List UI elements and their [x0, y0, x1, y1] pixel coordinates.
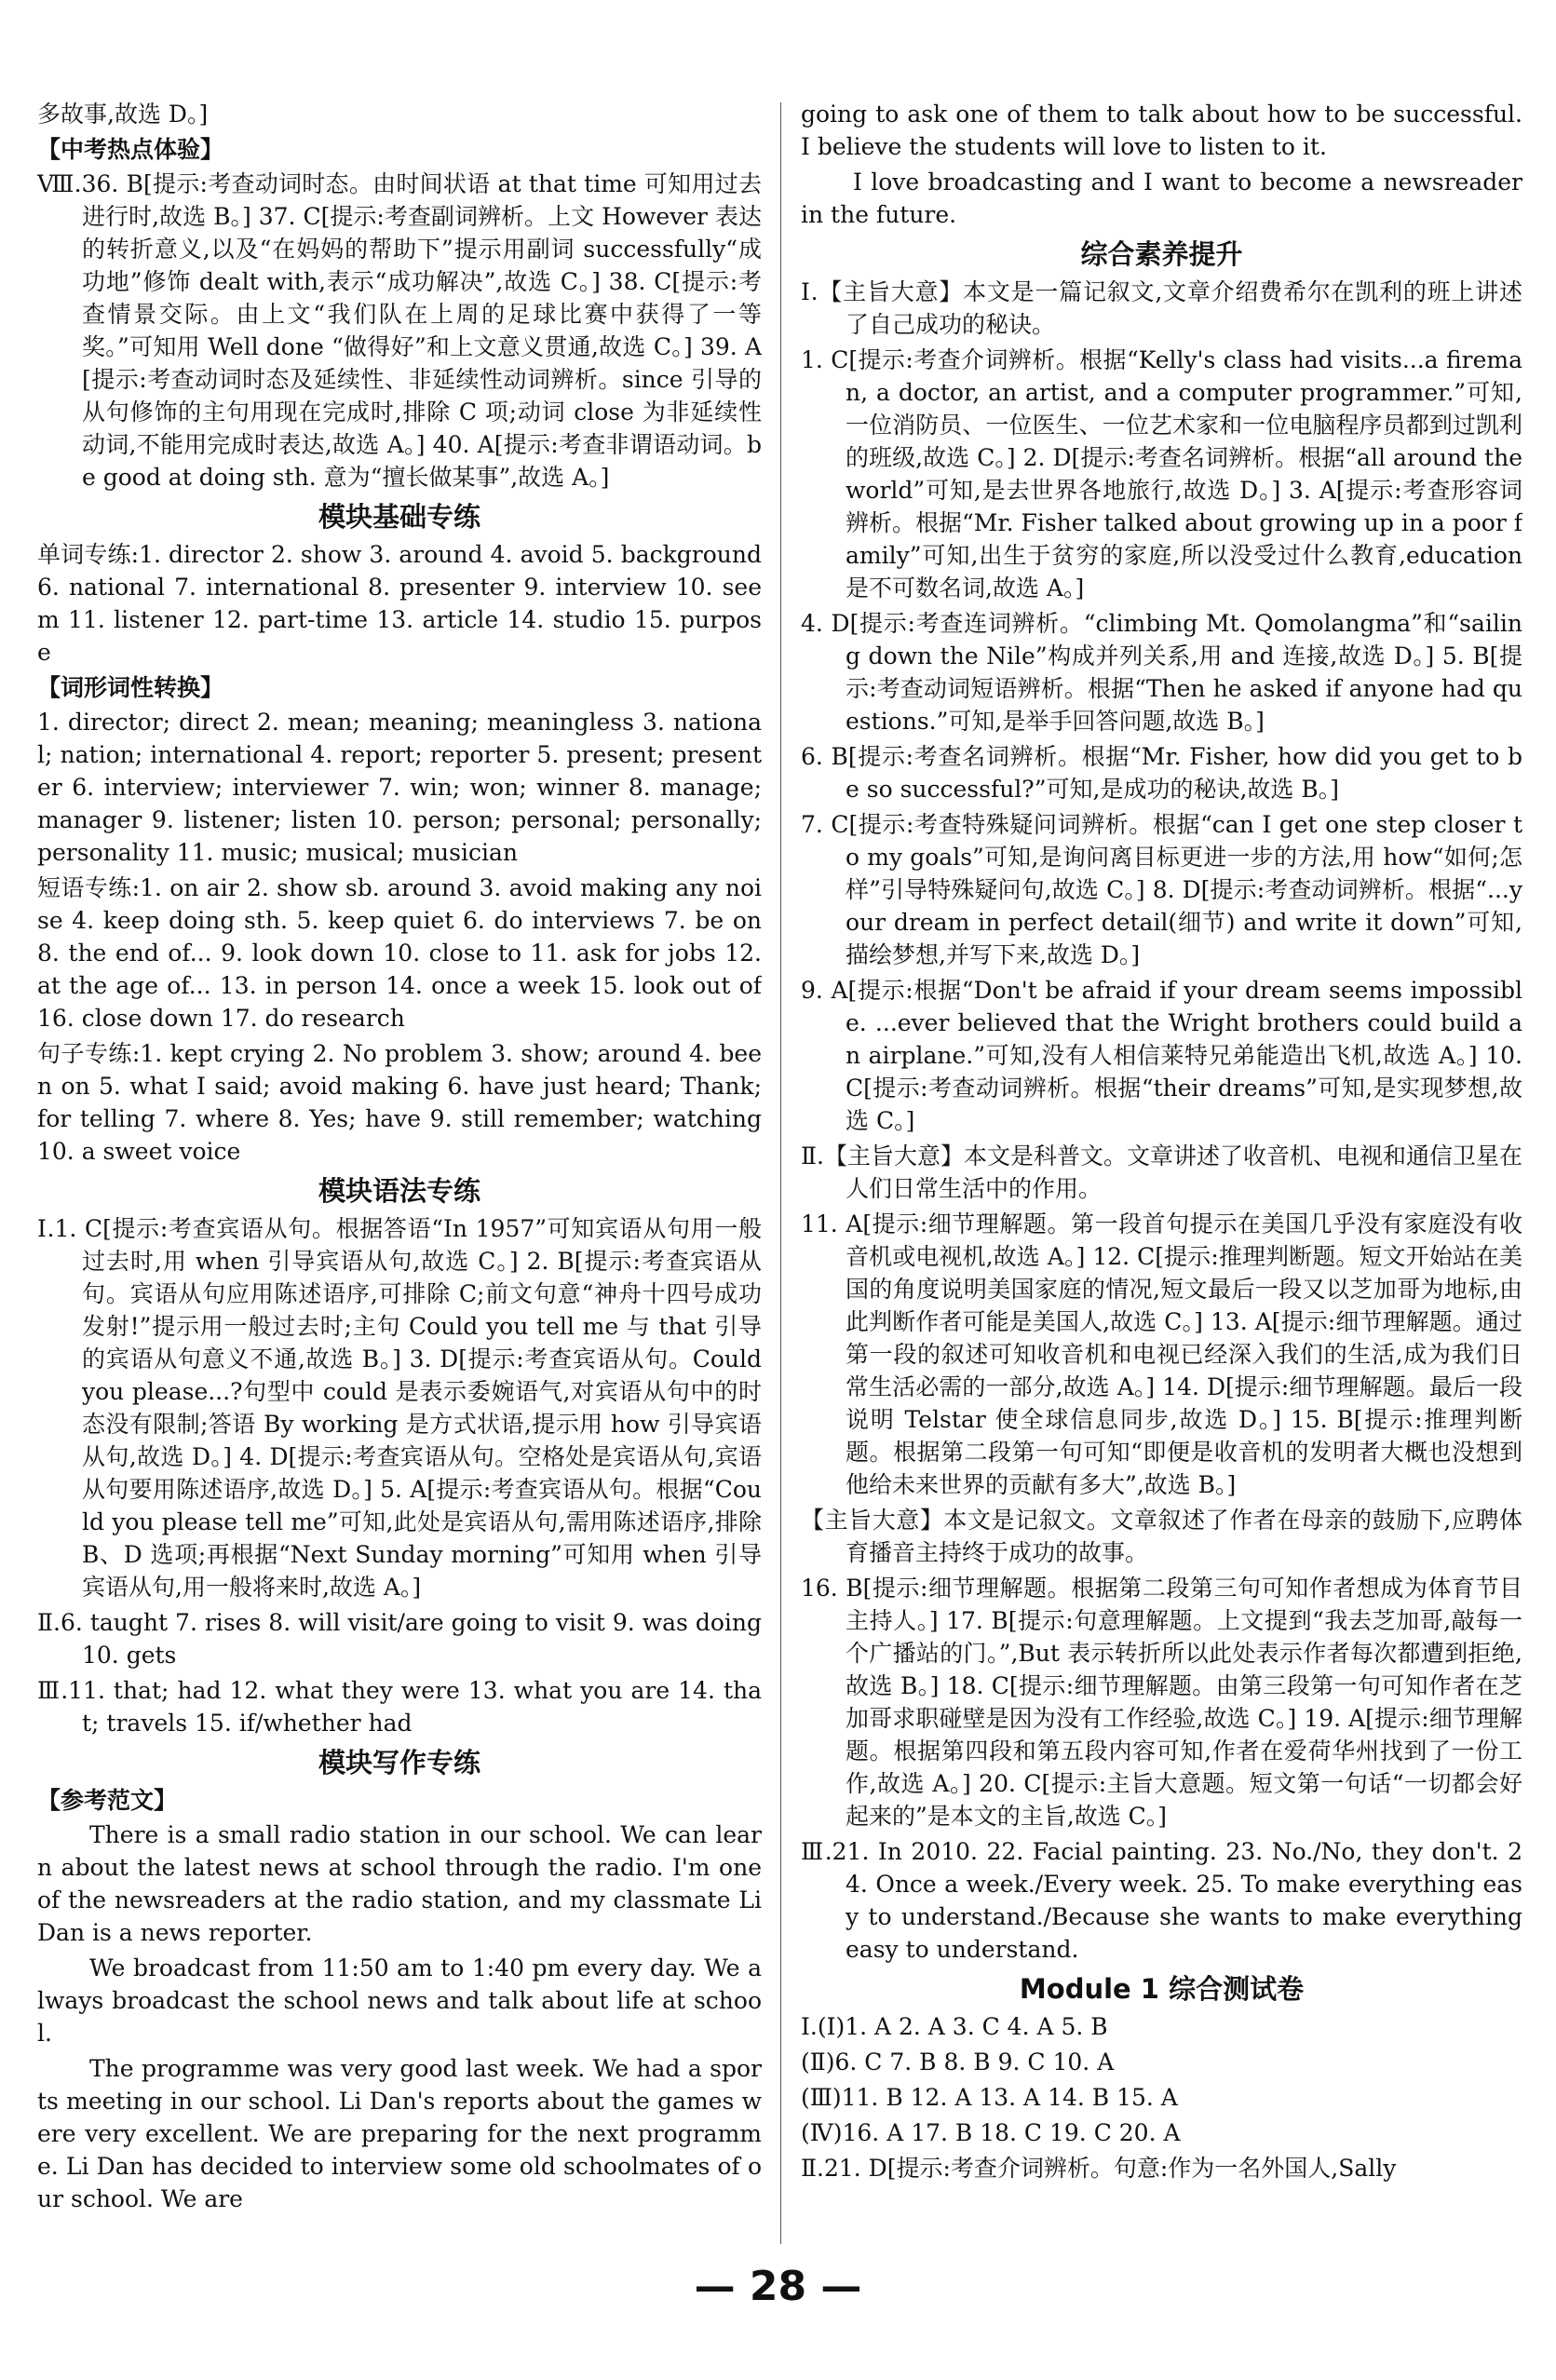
essay-paragraph: I love broadcasting and I want to become a newsreader in the future. — [801, 169, 1522, 228]
column-divider — [780, 102, 781, 2244]
section-heading-zhongkao: 【中考热点体验】 — [37, 136, 224, 163]
answer-text: Ⅲ.21. In 2010. 22. Facial painting. 23. No./No, they don't. 24. Once a week./Every week. 25. To make everything easy to understand./Because she wants to make everything easy to understand. — [801, 1838, 1522, 1963]
answer-text: (Ⅳ)16. A 17. B 18. C 19. C 20. A — [801, 2119, 1181, 2146]
answer-text: Ⅱ.21. D[提示:考查介词辨析。句意:作为一名外国人,Sally — [801, 2155, 1397, 2182]
answer-text: 单词专练:1. director 2. show 3. around 4. avoid 5. background 6. national 7. international 8. presenter 9. interview 10. seem 11. listener 12. part-time 13. article 14. studio 15. purpose — [37, 541, 762, 666]
section-heading-word-forms: 【词形词性转换】 — [37, 674, 224, 701]
main-idea: 【主旨大意】本文是记叙文。文章叙述了作者在母亲的鼓励下,应聘体育播音主持终于成功的故事。 — [801, 1507, 1522, 1566]
answer-text: 6. B[提示:考查名词辨析。根据“Mr. Fisher, how did you get to be so successful?”可知,是成功的秘诀,故选 B。] — [801, 743, 1522, 803]
main-idea: Ⅱ.【主旨大意】本文是科普文。文章讲述了收音机、电视和通信卫星在人们日常生活中的作用。 — [801, 1143, 1522, 1202]
left-column — [37, 98, 762, 2235]
answer-text: 1. director; direct 2. mean; meaning; meaningless 3. national; nation; international 4. report; reporter 5. present; presenter 6. interview; interviewer 7. win; won; winner 8. manage; manager 9. listener; listen 10. person; personal; personally; personality 11. music; musical; musician — [37, 709, 762, 866]
answer-text: 1. C[提示:考查介词辨析。根据“Kelly's class had visits...a fireman, a doctor, an artist, and a computer programmer.”可知,一位消防员、一位医生、一位艺术家和一位电脑程序员都到过凯利的班级,故选 C。] 2. D[提示:考查名词辨析。根据“all around the world”可知,是去世界各地旅行,故选 D。] 3. A[提示:考查形容词辨析。根据“Mr. Fisher talked about growing up in a poor family”可知,出生于贫穷的家庭,所以没受过什么教育,education 是不可数名词,故选 A。] — [801, 346, 1522, 602]
answer-text: Ⅰ.1. C[提示:考查宾语从句。根据答语“In 1957”可知宾语从句用一般过去时,用 when 引导宾语从句,故选 C。] 2. B[提示:考查宾语从句。宾语从句应用陈述语序,可排除 C;前文句意“神舟十四号成功发射!”提示用一般过去时;主句 Could you tell me 与 that 引导的宾语从句意义不通,故选 B。] 3. D[提示:考查宾语从句。Could you please...?句型中 could 是表示委婉语气,对宾语从句中的时态没有限制;答语 By working 是方式状语,提示用 how 引导宾语从句,故选 D。] 4. D[提示:考查宾语从句。空格处是宾语从句,宾语从句要用陈述语序,故选 D。] 5. A[提示:考查宾语从句。根据“Could you please tell me”可知,此处是宾语从句,需用陈述语序,排除 B、D 选项;再根据“Next Sunday morning”可知用 when 引导宾语从句,用一般将来时,故选 A。] — [37, 1215, 762, 1601]
answer-text: 9. A[提示:根据“Don't be afraid if your dream seems impossible. ...ever believed that the Wright brothers could build an airplane.”可知,没有人相信莱特兄弟能造出飞机,故选 A。] 10. C[提示:考查动词辨析。根据“their dreams”可知,是实现梦想,故选 C。] — [801, 977, 1522, 1134]
answer-text: Ⅲ.11. that; had 12. what they were 13. what you are 14. that; travels 15. if/whether had — [37, 1677, 762, 1737]
answer-text: Ⅰ.(Ⅰ)1. A 2. A 3. C 4. A 5. B — [801, 2013, 1108, 2040]
essay-paragraph: There is a small radio station in our school. We can learn about the latest news at school through the radio. I'm one of the newsreaders at the radio station, and my classmate Li Dan is a news reporter. — [37, 1821, 762, 1946]
section-heading-reference: 【参考范文】 — [37, 1787, 178, 1814]
answer-text: Ⅷ.36. B[提示:考查动词时态。由时间状语 at that time 可知用过去进行时,故选 B。] 37. C[提示:考查副词辨析。上文 However 表达的转折意义,以及“在妈妈的帮助下”提示用副词 successfully“成功地”修饰 dealt with,表示“成功解决”,故选 C。] 38. C[提示:考查情景交际。由上文“我们队在上周的足球比赛中获得了一等奖。”可知用 Well done “做得好”和上文意义贯通,故选 C。] 39. A[提示:考查动词时态及延续性、非延续性动词辨析。since 引导的从句修饰的主句用现在完成时,排除 C 项;动词 close 为非延续性动词,不能用完成时表达,故选 A。] 40. A[提示:考查非谓语动词。be good at doing sth. 意为“擅长做某事”,故选 A。] — [37, 170, 762, 491]
right-column — [801, 98, 1522, 2235]
answer-text: Ⅱ.6. taught 7. rises 8. will visit/are going to visit 9. was doing 10. gets — [37, 1609, 762, 1669]
answer-text: (Ⅱ)6. C 7. B 8. B 9. C 10. A — [801, 2049, 1115, 2076]
answer-text: 16. B[提示:细节理解题。根据第二段第三句可知作者想成为体育节目主持人。] 17. B[提示:句意理解题。上文提到“我去芝加哥,敲每一个广播站的门。”,But 表示转折所以此处表示作者每次都遭到拒绝,故选 B。] 18. C[提示:细节理解题。由第三段第一句可知作者在芝加哥求职碰壁是因为没有工作经验,故选 C。] 19. A[提示:细节理解题。根据第四段和第五段内容可知,作者在爱荷华州找到了一份工作,故选 A。] 20. C[提示:主旨大意题。短文第一句话“一切都会好起来的”是本文的主旨,故选 C。] — [801, 1575, 1522, 1830]
section-title-grammar: 模块语法专练 — [318, 1175, 480, 1207]
essay-paragraph: We broadcast from 11:50 am to 1:40 pm every day. We always broadcast the school news and talk about life at school. — [37, 1954, 762, 2047]
page-number: — 28 — — [694, 2263, 862, 2310]
main-idea: Ⅰ.【主旨大意】本文是一篇记叙文,文章介绍费希尔在凯利的班上讲述了自己成功的秘诀。 — [801, 278, 1522, 338]
section-title-comprehensive: 综合素养提升 — [1080, 238, 1243, 270]
section-title-writing: 模块写作专练 — [318, 1747, 480, 1778]
essay-paragraph: going to ask one of them to talk about how to be successful. I believe the students will love to listen to it. — [801, 101, 1522, 160]
answer-text: 短语专练:1. on air 2. show sb. around 3. avoid making any noise 4. keep doing sth. 5. keep quiet 6. do interviews 7. be on 8. the end of... 9. look down 10. close to 11. ask for jobs 12. at the age of... 13. in person 14. once a week 15. look out of 16. close down 17. do research — [37, 874, 762, 1032]
answer-text: 7. C[提示:考查特殊疑问词辨析。根据“can I get one step closer to my goals”可知,是询问离目标更进一步的方法,用 how“如何;怎样”引导特殊疑问句,故选 C。] 8. D[提示:考查动词辨析。根据“...your dream in perfect detail(细节) and write it down”可知,描绘梦想,并写下来,故选 D。] — [801, 811, 1522, 968]
answer-text: 句子专练:1. kept crying 2. No problem 3. show; around 4. been on 5. what I said; avoid making 6. have just heard; Thank; for telling 7. where 8. Yes; have 9. still remember; watching 10. a sweet voice — [37, 1040, 762, 1165]
section-title-module-test: Module 1 综合测试卷 — [1019, 1973, 1305, 2005]
section-title-basic: 模块基础专练 — [318, 501, 480, 533]
answer-text: 多故事,故选 D。] — [37, 101, 209, 128]
answer-text: 4. D[提示:考查连词辨析。“climbing Mt. Qomolangma”和“sailing down the Nile”构成并列关系,用 and 连接,故选 D。] 5. B[提示:考查动词短语辨析。根据“Then he asked if anyone had questions.”可知,是举手回答问题,故选 B。] — [801, 610, 1522, 735]
answer-text: 11. A[提示:细节理解题。第一段首句提示在美国几乎没有家庭没有收音机或电视机,故选 A。] 12. C[提示:推理判断题。短文开始站在美国的角度说明美国家庭的情况,短文最后一段又以芝加哥为地标,由此判断作者可能是美国人,故选 C。] 13. A[提示:细节理解题。通过第一段的叙述可知收音机和电视已经深入我们的生活,成为我们日常生活必需的一部分,故选 A。] 14. D[提示:细节理解题。最后一段说明 Telstar 使全球信息同步,故选 D。] 15. B[提示:推理判断题。根据第二段第一句可知“即便是收音机的发明者大概也没想到他给未来世界的贡献有多大”,故选 B。] — [801, 1210, 1522, 1498]
essay-paragraph: The programme was very good last week. We had a sports meeting in our school. Li Dan's reports about the games were very excellent. We are preparing for the next programme. Li Dan has decided to interview some old schoolmates of our school. We are — [37, 2055, 762, 2212]
answer-text: (Ⅲ)11. B 12. A 13. A 14. B 15. A — [801, 2084, 1178, 2111]
